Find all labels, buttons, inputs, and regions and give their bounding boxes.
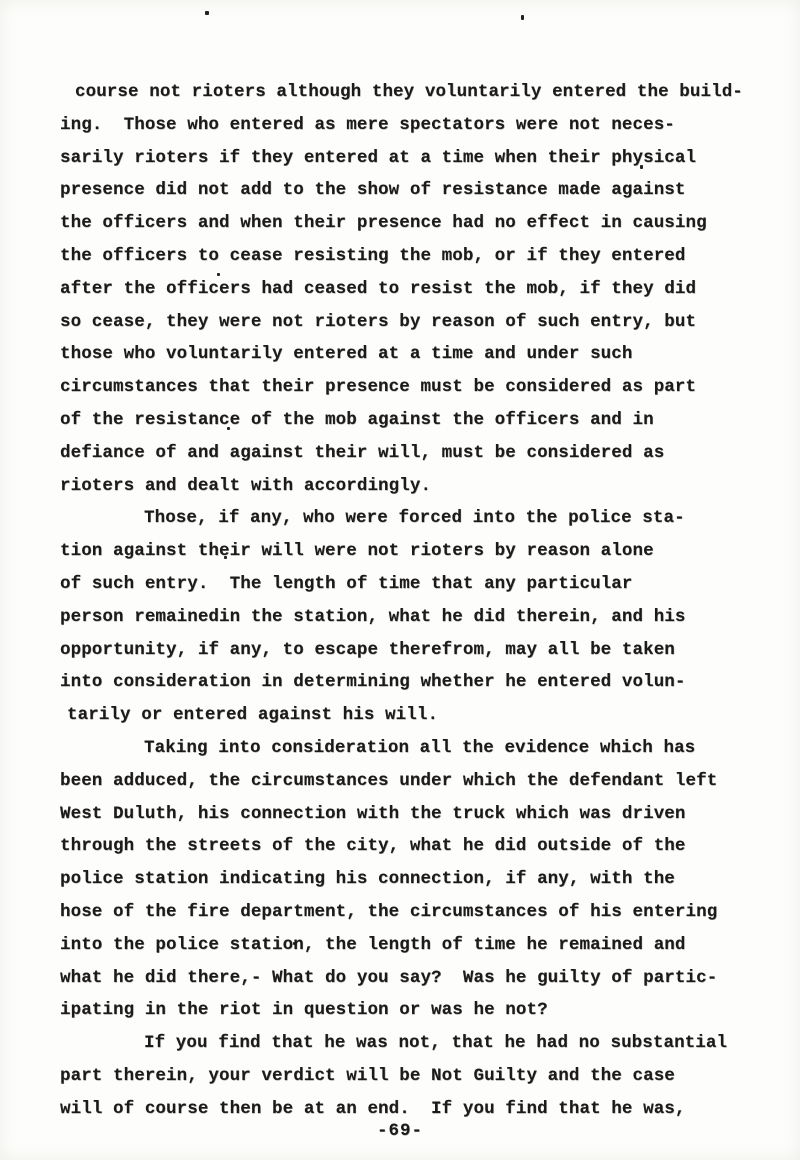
text-line: ing. Those who entered as mere spectators were not neces- (60, 114, 675, 135)
document-text (60, 76, 760, 1126)
text-line: so cease, they were not rioters by reason of such entry, but (60, 311, 697, 332)
text-line: circumstances that their presence must be considered as part (60, 377, 697, 398)
text-line: defiance of and against their will, must be considered as (60, 442, 665, 463)
page-number: -69- (376, 1121, 423, 1141)
text-line: the officers and when their presence had no effect in causing (60, 213, 707, 234)
text-line: opportunity, if any, to escape therefrom, may all be taken (60, 639, 675, 660)
text-line: West Duluth, his connection with the truck which was driven (60, 803, 686, 824)
text-line: of the resistance of the mob against the officers and in (60, 409, 654, 430)
text-line: police station indicating his connection, if any, with the (60, 869, 675, 890)
text-line: hose of the fire department, the circumstances of his entering (60, 901, 718, 922)
text-line: through the streets of the city, what he did outside of the (60, 836, 686, 857)
text-line: Taking into consideration all the evidence which has (144, 737, 696, 758)
paragraph (60, 1027, 760, 1125)
text-line: been adduced, the circumstances under which the defendant left (60, 770, 718, 791)
paragraph (60, 76, 760, 502)
text-line: into the police station, the length of time he remained and (60, 934, 686, 955)
text-line: part therein, your verdict will be Not Guilty and the case (60, 1065, 675, 1086)
text-line: the officers to cease resisting the mob, or if they entered (60, 245, 686, 266)
text-line: course not rioters although they voluntarily entered the build- (75, 82, 743, 102)
text-line: sarily rioters if they entered at a time when their physical (60, 147, 697, 168)
text-line: will of course then be at an end. If you find that he was, (60, 1098, 686, 1119)
scan-speck (521, 15, 524, 20)
text-line: presence did not add to the show of resistance made against (60, 180, 686, 201)
scan-speck (205, 11, 209, 15)
text-line: after the officers had ceased to resist the mob, if they did (60, 278, 697, 299)
text-line: those who voluntarily entered at a time and under such (60, 344, 633, 365)
text-line: tarily or entered against his will. (67, 705, 439, 726)
paragraph (60, 502, 760, 732)
text-line: Those, if any, who were forced into the police sta- (144, 508, 685, 529)
text-line: If you find that he was not, that he had no substantial (144, 1033, 728, 1054)
text-line: what he did there,- What do you say? Was he guilty of partic- (60, 967, 718, 988)
text-line: ipating in the riot in question or was he not? (60, 1000, 548, 1021)
text-line: of such entry. The length of time that any particular (60, 573, 633, 594)
paragraph (60, 732, 760, 1027)
text-line: tion against their will were not rioters by reason alone (60, 541, 654, 562)
text-line: rioters and dealt with accordingly. (60, 475, 432, 496)
text-line: into consideration in determining whether he entered volun- (60, 672, 686, 693)
text-line: person remainedin the station, what he did therein, and his (60, 606, 686, 627)
